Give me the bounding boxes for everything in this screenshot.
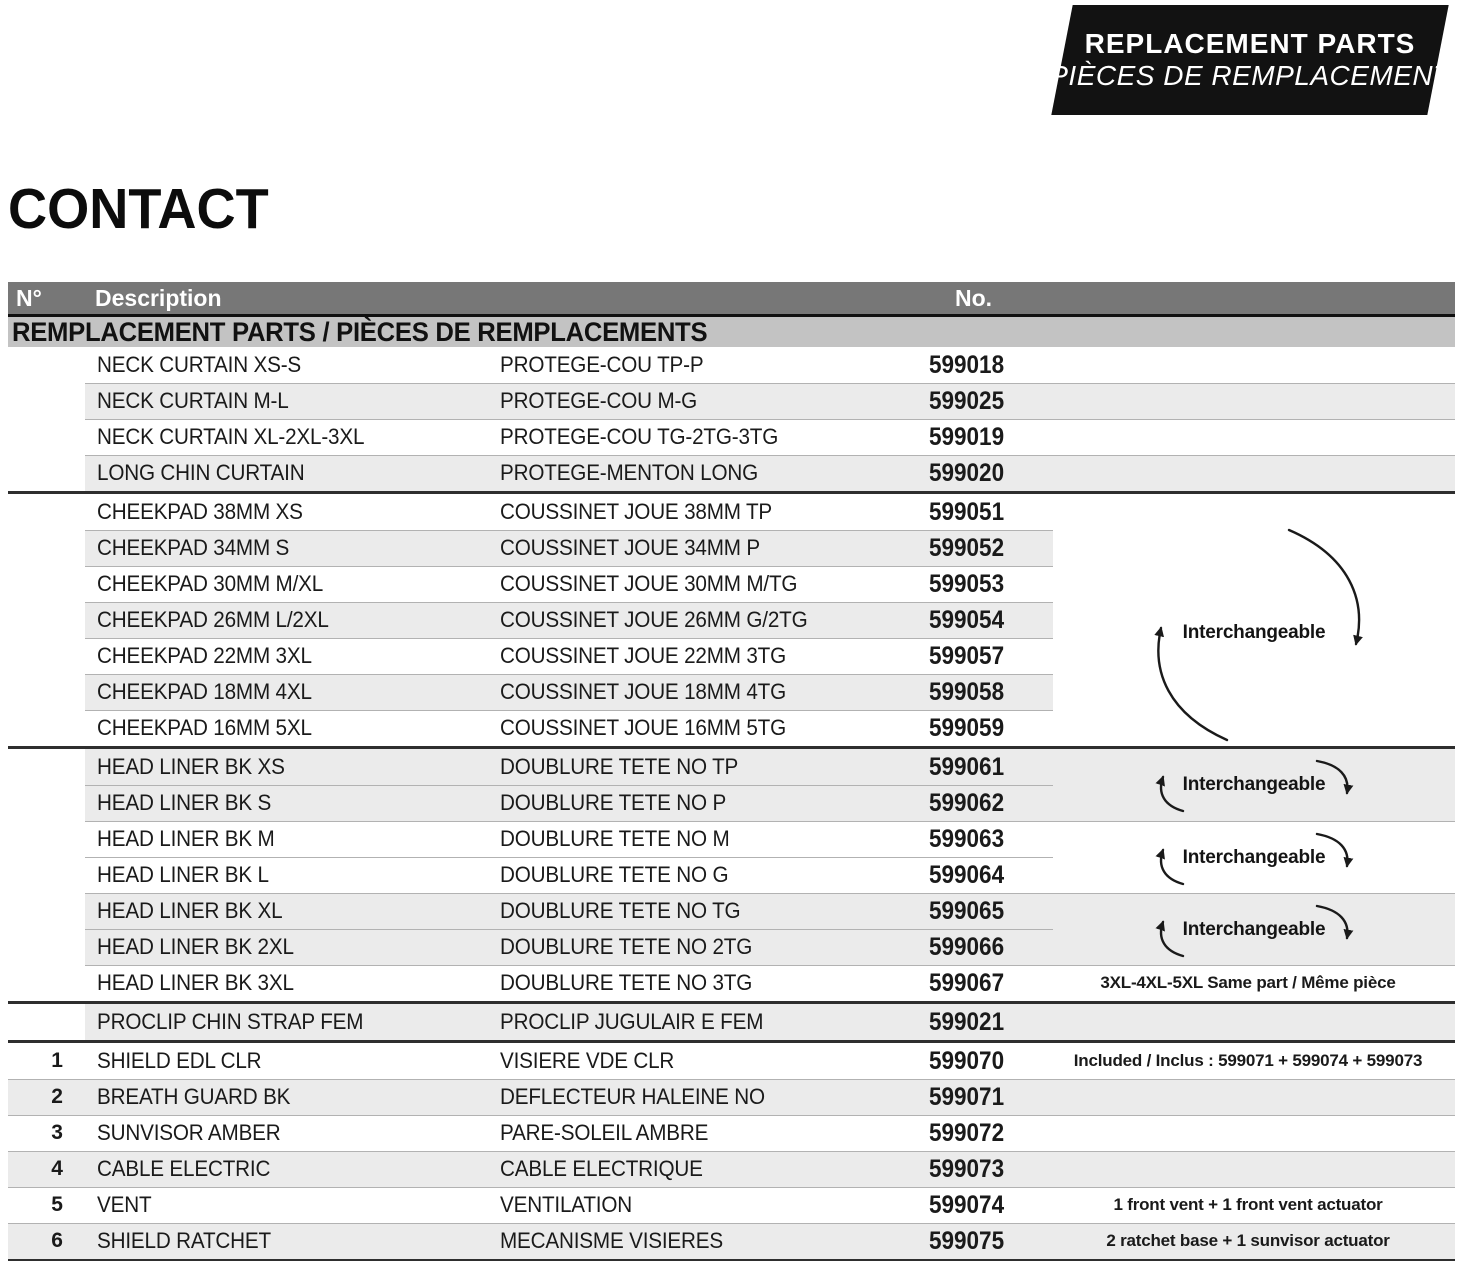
cell-part-number: 599053 xyxy=(929,570,1005,598)
cell-part-number: 599057 xyxy=(929,642,1005,670)
table-row xyxy=(8,1223,1455,1259)
cell-number: 4 xyxy=(51,1157,63,1180)
table-row xyxy=(8,1004,1455,1040)
cell-description-fr: COUSSINET JOUE 16MM 5TG xyxy=(500,715,787,740)
table-section-neck-curtains xyxy=(8,347,1455,491)
cell-part-number: 599070 xyxy=(929,1047,1005,1075)
page-title: CONTACT xyxy=(8,177,269,241)
cell-part-number: 599021 xyxy=(929,1008,1005,1036)
cell-part-number: 599074 xyxy=(929,1191,1005,1219)
curved-arrows-icon xyxy=(1053,494,1455,746)
header-part-no: No. xyxy=(955,285,993,311)
cell-description-fr: CABLE ELECTRIQUE xyxy=(500,1156,703,1181)
cell-description-en: HEAD LINER BK M xyxy=(97,826,275,851)
table-subheader-row xyxy=(8,317,1455,347)
cell-part-number: 599058 xyxy=(929,678,1005,706)
cell-description-fr: DOUBLURE TETE NO TG xyxy=(500,898,741,923)
cell-description-en: HEAD LINER BK XL xyxy=(97,898,283,923)
cell-description-en: CHEEKPAD 26MM L/2XL xyxy=(97,607,329,632)
cell-part-number: 599065 xyxy=(929,897,1005,925)
cell-description-fr: DOUBLURE TETE NO TP xyxy=(500,754,739,779)
cell-part-number: 599066 xyxy=(929,933,1005,961)
cell-note: Included / Inclus : 599071 + 599074 + 599073 xyxy=(1073,1051,1423,1070)
cell-description-fr: PROTEGE-MENTON LONG xyxy=(500,460,759,485)
cell-part-number: 599073 xyxy=(929,1155,1005,1183)
cell-part-number: 599018 xyxy=(929,351,1005,379)
cell-part-number: 599054 xyxy=(929,606,1005,634)
cell-description-fr: COUSSINET JOUE 34MM P xyxy=(500,535,760,560)
cheekpad-interchangeable-annotation xyxy=(1053,494,1455,746)
cell-part-number: 599071 xyxy=(929,1083,1005,1111)
cell-description-en: CHEEKPAD 34MM S xyxy=(97,535,290,560)
cell-number: 6 xyxy=(51,1229,63,1252)
cell-description-en: CABLE ELECTRIC xyxy=(97,1156,271,1181)
table-row xyxy=(8,965,1455,1001)
cell-description-en: CHEEKPAD 30MM M/XL xyxy=(97,571,324,596)
table-row xyxy=(8,455,1455,491)
cell-description-en: VENT xyxy=(97,1192,152,1217)
interchangeable-label: Interchangeable xyxy=(1182,918,1326,940)
banner-title-en: REPLACEMENT PARTS xyxy=(1084,28,1416,59)
cell-description-en: SHIELD EDL CLR xyxy=(97,1048,262,1073)
cell-description-fr: COUSSINET JOUE 30MM M/TG xyxy=(500,571,798,596)
cell-description-fr: COUSSINET JOUE 22MM 3TG xyxy=(500,643,787,668)
cell-description-en: HEAD LINER BK S xyxy=(97,790,272,815)
table-row xyxy=(8,1043,1455,1079)
cell-description-en: CHEEKPAD 22MM 3XL xyxy=(97,643,312,668)
cell-number: 3 xyxy=(51,1121,63,1144)
cell-description-fr: DEFLECTEUR HALEINE NO xyxy=(500,1084,765,1109)
cell-description-fr: DOUBLURE TETE NO P xyxy=(500,790,727,815)
table-section-chin-strap xyxy=(8,1004,1455,1040)
cell-part-number: 599020 xyxy=(929,459,1005,487)
cell-description-fr: DOUBLURE TETE NO G xyxy=(500,862,729,887)
cell-description-fr: PROTEGE-COU TP-P xyxy=(500,352,704,377)
banner-title-fr: PIÈCES DE REMPLACEMENT xyxy=(1049,60,1451,91)
cell-description-fr: MECANISME VISIERES xyxy=(500,1228,724,1253)
cell-description-en: BREATH GUARD BK xyxy=(97,1084,291,1109)
cell-description-fr: PROTEGE-COU M-G xyxy=(500,388,698,413)
cell-description-en: HEAD LINER BK L xyxy=(97,862,269,887)
cell-description-en: NECK CURTAIN M-L xyxy=(97,388,289,413)
cell-part-number: 599059 xyxy=(929,714,1005,742)
cell-part-number: 599052 xyxy=(929,534,1005,562)
cell-description-fr: PARE-SOLEIL AMBRE xyxy=(500,1120,709,1145)
cell-description-fr: COUSSINET JOUE 26MM G/2TG xyxy=(500,607,808,632)
headliner-xl-2xl-interchangeable-annotation xyxy=(1053,893,1455,965)
parts-table xyxy=(8,282,1455,1261)
table-row xyxy=(8,1187,1455,1223)
cell-description-fr: COUSSINET JOUE 18MM 4TG xyxy=(500,679,787,704)
cell-description-en: HEAD LINER BK XS xyxy=(97,754,285,779)
cell-description-fr: VENTILATION xyxy=(500,1192,632,1217)
cell-description-en: HEAD LINER BK 2XL xyxy=(97,934,294,959)
header-number: N° xyxy=(16,285,42,311)
cell-number: 5 xyxy=(51,1193,63,1216)
cell-part-number: 599019 xyxy=(929,423,1005,451)
cell-description-en: NECK CURTAIN XL-2XL-3XL xyxy=(97,424,365,449)
table-section-numbered-parts xyxy=(8,1043,1455,1259)
cell-description-en: SUNVISOR AMBER xyxy=(97,1120,281,1145)
cell-description-fr: DOUBLURE TETE NO 2TG xyxy=(500,934,753,959)
interchangeable-label: Interchangeable xyxy=(1182,774,1326,795)
cell-description-en: SHIELD RATCHET xyxy=(97,1228,271,1253)
cell-description-fr: PROCLIP JUGULAIR E FEM xyxy=(500,1009,764,1034)
cell-description-fr: DOUBLURE TETE NO M xyxy=(500,826,730,851)
cell-description-fr: COUSSINET JOUE 38MM TP xyxy=(500,499,773,524)
table-row xyxy=(8,419,1455,455)
interchangeable-label: Interchangeable xyxy=(1182,846,1326,868)
cell-description-fr: DOUBLURE TETE NO 3TG xyxy=(500,970,753,995)
table-row xyxy=(8,1079,1455,1115)
cell-part-number: 599051 xyxy=(929,498,1005,526)
cell-description-fr: VISIERE VDE CLR xyxy=(500,1048,675,1073)
cell-part-number: 599025 xyxy=(929,387,1005,415)
cell-part-number: 599072 xyxy=(929,1119,1005,1147)
cell-description-fr: PROTEGE-COU TG-2TG-3TG xyxy=(500,424,779,449)
table-row xyxy=(8,1115,1455,1151)
cell-number: 2 xyxy=(51,1085,63,1108)
table-bottom-border xyxy=(8,1259,1455,1261)
cell-part-number: 599075 xyxy=(929,1227,1005,1255)
cell-description-en: CHEEKPAD 18MM 4XL xyxy=(97,679,312,704)
row-background xyxy=(85,383,1455,419)
cell-note: 1 front vent + 1 front vent actuator xyxy=(1113,1195,1383,1214)
replacement-parts-banner xyxy=(1049,5,1451,115)
headliner-xs-s-interchangeable-annotation xyxy=(1053,749,1455,821)
cell-number: 1 xyxy=(51,1049,63,1072)
cell-part-number: 599064 xyxy=(929,861,1005,889)
cell-note: 2 ratchet base + 1 sunvisor actuator xyxy=(1106,1231,1390,1250)
table-row xyxy=(8,347,1455,383)
header-description: Description xyxy=(95,285,222,311)
cell-description-en: LONG CHIN CURTAIN xyxy=(97,460,305,485)
cell-part-number: 599067 xyxy=(929,969,1005,997)
table-row xyxy=(8,383,1455,419)
cell-note: 3XL-4XL-5XL Same part / Même pièce xyxy=(1100,973,1396,992)
cell-description-en: NECK CURTAIN XS-S xyxy=(97,352,302,377)
table-header-row xyxy=(8,282,1455,314)
cell-description-en: PROCLIP CHIN STRAP FEM xyxy=(97,1009,364,1034)
subheader-label: REMPLACEMENT PARTS / PIÈCES DE REMPLACEMENTS xyxy=(12,317,708,347)
headliner-m-l-interchangeable-annotation xyxy=(1053,821,1455,893)
cell-description-en: CHEEKPAD 38MM XS xyxy=(97,499,303,524)
cell-part-number: 599062 xyxy=(929,789,1005,817)
cell-description-en: CHEEKPAD 16MM 5XL xyxy=(97,715,312,740)
table-row xyxy=(8,1151,1455,1187)
cell-description-en: HEAD LINER BK 3XL xyxy=(97,970,294,995)
interchangeable-label: Interchangeable xyxy=(1182,621,1326,643)
cell-part-number: 599061 xyxy=(929,753,1005,781)
cell-part-number: 599063 xyxy=(929,825,1005,853)
